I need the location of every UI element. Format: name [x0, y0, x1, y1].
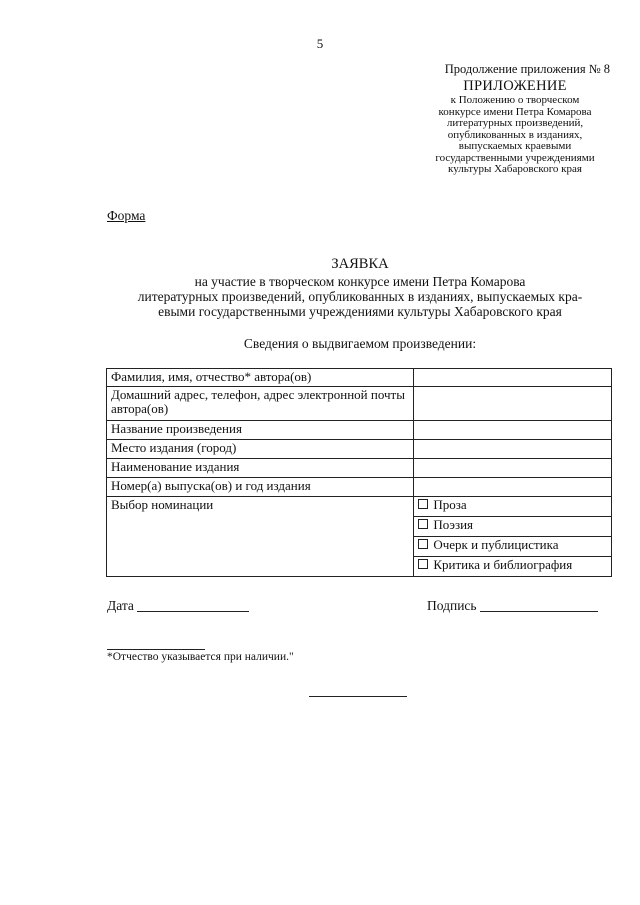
- section-title: Сведения о выдвигаемом произведении:: [243, 336, 477, 351]
- subtitle-line: литературных произведений, опубликованных в изданиях, выпускаемых кра-: [137, 289, 583, 304]
- nomination-label: Выбор номинации: [107, 497, 414, 577]
- publication-name-field[interactable]: [414, 459, 612, 478]
- contact-field[interactable]: [414, 387, 612, 421]
- page-number: 5: [316, 36, 324, 51]
- date-block: [107, 598, 249, 614]
- row-label: Место издания (город): [107, 440, 414, 459]
- table-row: [107, 369, 612, 387]
- appendix-line: к Положению о творческом: [450, 94, 580, 106]
- nomination-option-criticism[interactable]: [414, 557, 612, 577]
- nomination-option-label: Критика и библиография: [433, 557, 573, 572]
- end-divider: [309, 696, 407, 697]
- work-title-field[interactable]: [414, 421, 612, 440]
- appendix-block: [418, 78, 612, 176]
- nomination-option-prose[interactable]: [414, 497, 612, 517]
- author-name-field[interactable]: [414, 369, 612, 387]
- subtitle-line: евыми государственными учреждениями культуры Хабаровского края: [158, 304, 562, 319]
- appendix-line: культуры Хабаровского края: [448, 163, 582, 175]
- subtitle-line: на участие в творческом конкурсе имени Петра Комарова: [194, 274, 526, 289]
- nomination-option-poetry[interactable]: [414, 517, 612, 537]
- checkbox-icon[interactable]: [418, 519, 428, 529]
- appendix-line: выпускаемых краевыми: [458, 140, 572, 152]
- checkbox-icon[interactable]: [418, 539, 428, 549]
- table-row: [107, 387, 612, 421]
- footnote-divider: [107, 649, 205, 650]
- issue-year-field[interactable]: [414, 478, 612, 497]
- document-subtitle: [105, 274, 615, 319]
- nomination-option-essay[interactable]: [414, 537, 612, 557]
- row-label: Номер(а) выпуска(ов) и год издания: [107, 478, 414, 497]
- appendix-line: государственными учреждениями: [435, 151, 595, 164]
- signature-line[interactable]: [480, 611, 598, 612]
- form-label: Форма: [107, 208, 146, 223]
- footnote: *Отчество указывается при наличии.": [107, 651, 294, 663]
- checkbox-icon[interactable]: [418, 559, 428, 569]
- nomination-option-label: Проза: [433, 497, 467, 512]
- table-row: [107, 421, 612, 440]
- row-label: Фамилия, имя, отчество* автора(ов): [107, 369, 414, 387]
- signature-label: Подпись: [427, 598, 477, 613]
- date-line[interactable]: [137, 611, 249, 612]
- row-label: Домашний адрес, телефон, адрес электронной почты автора(ов): [107, 387, 414, 421]
- table-row: [107, 440, 612, 459]
- row-label: Название произведения: [107, 421, 414, 440]
- publication-place-field[interactable]: [414, 440, 612, 459]
- signature-block: [427, 598, 598, 614]
- table-row: [107, 459, 612, 478]
- nomination-row: [107, 497, 612, 517]
- nomination-option-label: Поэзия: [433, 517, 474, 532]
- continuation-note: Продолжение приложения № 8: [444, 62, 610, 76]
- date-label: Дата: [107, 598, 134, 613]
- checkbox-icon[interactable]: [418, 499, 428, 509]
- appendix-line: литературных произведений,: [446, 117, 584, 129]
- row-label: Наименование издания: [107, 459, 414, 478]
- nomination-option-label: Очерк и публицистика: [433, 537, 559, 552]
- appendix-line: опубликованных в изданиях,: [447, 128, 583, 141]
- document-title: ЗАЯВКА: [331, 256, 389, 272]
- application-table: [106, 368, 612, 577]
- appendix-line: конкурсе имени Петра Комарова: [438, 105, 592, 118]
- table-row: [107, 478, 612, 497]
- appendix-title: ПРИЛОЖЕНИЕ: [463, 78, 567, 94]
